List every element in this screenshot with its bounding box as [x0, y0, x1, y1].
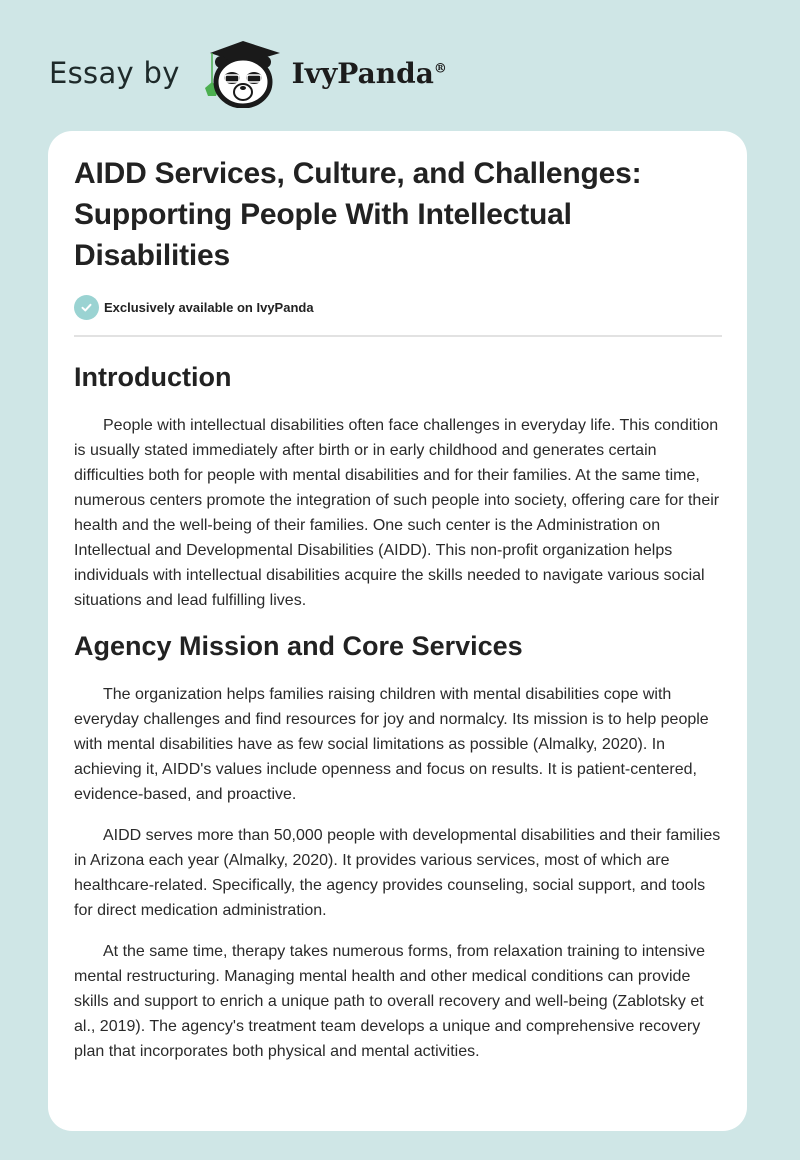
brand-name — [292, 57, 447, 90]
essay-card — [48, 131, 747, 1131]
check-circle-icon — [74, 295, 99, 320]
exclusive-badge — [74, 294, 722, 320]
essay-by-label: Essay by — [49, 56, 180, 90]
brand-name-text: IvyPanda — [291, 56, 434, 90]
brand-logo-link[interactable] — [49, 38, 447, 108]
paragraph: AIDD serves more than 50,000 people with developmental disabilities and their families in Arizona each year (Almalky, 2020). It provides various services, most of which are healthcare-related. Specifically, the agency provides counseling, social support, and tools for direct medication administration. — [74, 827, 721, 919]
paragraph: The organization helps families raising children with mental disabilities cope with everyday challenges and find resources for joy and normalcy. Its mission is to help people with mental disabilities have as few social limitations as possible (Almalky, 2020). In achieving it, AIDD's values include openness and focus on results. It is patient-centered, evidence-based, and proactive. — [74, 686, 709, 803]
exclusive-label: Exclusively available on IvyPanda — [104, 299, 314, 315]
site-header — [0, 0, 800, 130]
paragraph: People with intellectual disabilities often face challenges in everyday life. This condition is usually stated immediately after birth or in early childhood and generates certain difficulties both for people with mental disabilities and for their families. At the same time, numerous centers promote the integration of such people into society, offering care for their health and the well-being of their families. One such center is the Administration on Intellectual and Developmental Disabilities (AIDD). This non-profit organization helps individuals with intellectual disabilities acquire the skills needed to navigate various social situations and lead fulfilling lives. — [74, 417, 720, 609]
title-divider — [74, 335, 722, 337]
registered-mark: ® — [433, 61, 447, 77]
paragraph: At the same time, therapy takes numerous forms, from relaxation training to intensive mental restructuring. Managing mental health and other medical conditions can provide skills and support to enrich a unique path to overall recovery and well-being (Zablotsky et al., 2019). The agency's treatment team develops a unique and comprehensive recovery plan that incorporates both physical and mental activities. — [74, 943, 706, 1060]
section-heading: Introduction — [74, 362, 232, 392]
panda-graduation-cap-icon — [200, 38, 286, 108]
essay-title: AIDD Services, Culture, and Challenges: Supporting People With Intellectual Disabilities — [74, 157, 642, 272]
section-heading: Agency Mission and Core Services — [74, 631, 523, 661]
section-agency-mission — [74, 629, 722, 1064]
section-introduction — [74, 360, 722, 613]
